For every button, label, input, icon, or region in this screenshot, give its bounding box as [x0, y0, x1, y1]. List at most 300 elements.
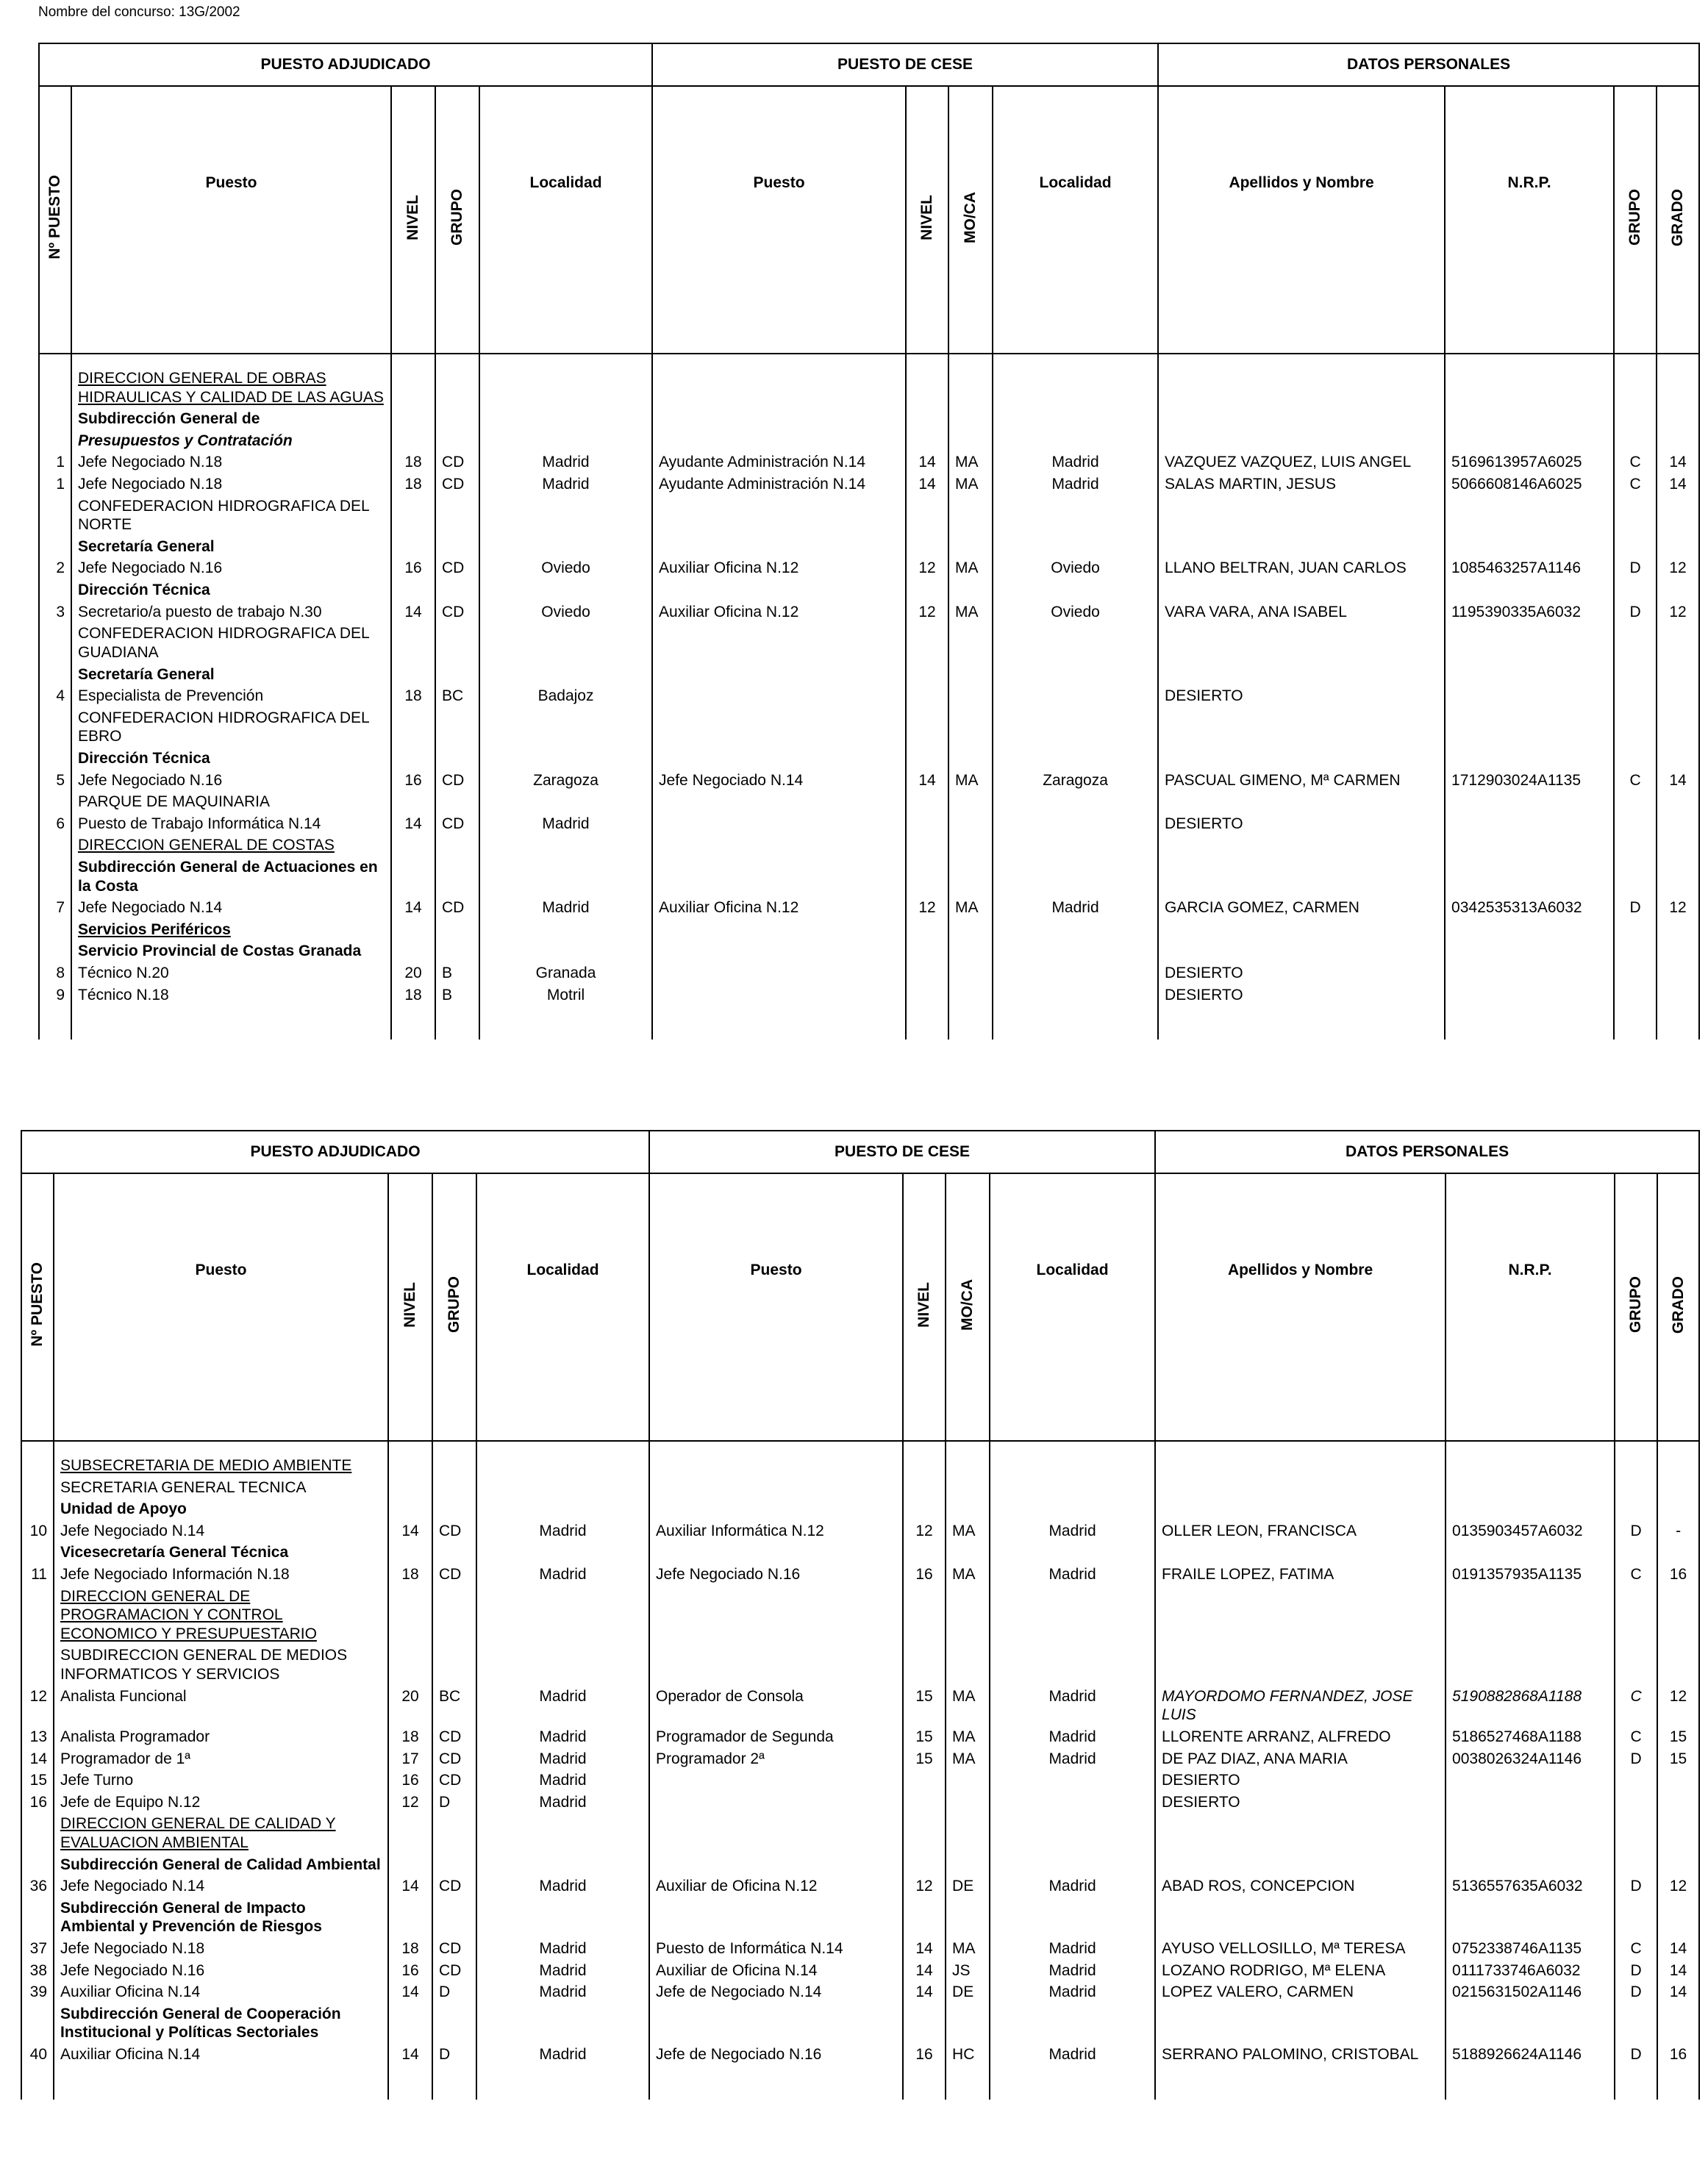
empty-cell — [649, 1897, 903, 1938]
cell-puesto: Jefe Negociado N.14 — [54, 1875, 388, 1897]
empty-cell — [906, 919, 948, 941]
empty-cell — [649, 2003, 903, 2044]
cell-num: 15 — [21, 1770, 54, 1792]
cell-cese-puesto: Puesto de Informática N.14 — [649, 1938, 903, 1960]
cell-num: 14 — [21, 1748, 54, 1770]
empty-cell — [391, 940, 435, 962]
cell-nombre: LLORENTE ARRANZ, ALFREDO — [1155, 1726, 1446, 1748]
cell-grado — [1657, 984, 1699, 1006]
empty-cell — [993, 354, 1158, 368]
empty-cell — [1614, 579, 1657, 601]
cell-grupo-p: D — [1615, 2044, 1657, 2066]
cell-nrp: 0342535313A6032 — [1445, 897, 1614, 919]
cell-cese-localidad: Madrid — [990, 1726, 1155, 1748]
empty-cell — [993, 748, 1158, 770]
cell-grado: 16 — [1657, 2044, 1699, 2066]
cell-cese-localidad: Madrid — [990, 1960, 1155, 1982]
empty-cell — [479, 579, 652, 601]
cell-puesto: Jefe Negociado N.16 — [54, 1960, 388, 1982]
cell-cese-localidad — [993, 813, 1158, 835]
cell-cese-puesto — [652, 813, 906, 835]
empty-cell — [1657, 834, 1699, 856]
cell-nrp: 5186527468A1188 — [1446, 1726, 1615, 1748]
empty-cell — [39, 707, 71, 748]
cell-nivel: 12 — [388, 1792, 432, 1814]
cell-puesto: Especialista de Prevención — [71, 685, 391, 707]
section-heading-row — [21, 1455, 1699, 1477]
cell-puesto: Técnico N.20 — [71, 962, 391, 984]
cell-nombre: LOZANO RODRIGO, Mª ELENA — [1155, 1960, 1446, 1982]
table-row — [21, 1938, 1699, 1960]
col-header-grupo-personal: GRUPO — [1615, 1173, 1657, 1441]
group-header-cese: PUESTO DE CESE — [652, 43, 1158, 86]
empty-cell — [479, 368, 652, 408]
empty-cell — [476, 1441, 649, 1455]
empty-cell — [1158, 919, 1445, 941]
assignment-table-2 — [21, 1130, 1700, 2100]
empty-cell — [906, 748, 948, 770]
empty-cell — [1158, 579, 1445, 601]
cell-nombre: DESIERTO — [1155, 1792, 1446, 1814]
empty-cell — [1155, 2066, 1446, 2100]
table-row — [21, 1520, 1699, 1542]
empty-cell — [990, 1477, 1155, 1499]
empty-cell — [946, 1498, 990, 1520]
cell-cese-localidad: Oviedo — [993, 557, 1158, 579]
empty-cell — [1445, 834, 1614, 856]
cell-grupo: CD — [435, 473, 479, 495]
section-heading: Subdirección General de Cooperación Institucional y Políticas Sectoriales — [54, 2003, 388, 2044]
empty-cell — [39, 940, 71, 962]
section-heading: CONFEDERACION HIDROGRAFICA DEL EBRO — [71, 707, 391, 748]
empty-cell — [1657, 579, 1699, 601]
empty-cell — [54, 1441, 388, 1455]
cell-puesto: Jefe Negociado N.16 — [71, 770, 391, 792]
empty-cell — [1445, 940, 1614, 962]
empty-cell — [1657, 1006, 1699, 1040]
group-header-adjudicado: PUESTO ADJUDICADO — [21, 1131, 649, 1173]
cell-grupo-p: D — [1614, 897, 1657, 919]
cell-cese-localidad: Madrid — [990, 1564, 1155, 1586]
empty-cell — [1657, 1542, 1699, 1564]
cell-localidad: Oviedo — [479, 601, 652, 623]
empty-cell — [1614, 430, 1657, 452]
empty-cell — [948, 536, 993, 558]
cell-grupo: CD — [432, 1520, 476, 1542]
empty-cell — [948, 834, 993, 856]
empty-cell — [1155, 1498, 1446, 1520]
cell-grado — [1657, 962, 1699, 984]
cell-nivel: 14 — [388, 2044, 432, 2066]
empty-cell — [1155, 2003, 1446, 2044]
cell-nombre: AYUSO VELLOSILLO, Mª TERESA — [1155, 1938, 1446, 1960]
empty-cell — [391, 919, 435, 941]
section-heading-row — [39, 940, 1699, 962]
table-row — [21, 1564, 1699, 1586]
section-heading: Subdirección General de Calidad Ambiental — [54, 1854, 388, 1876]
empty-cell — [1445, 408, 1614, 430]
cell-localidad: Madrid — [476, 1938, 649, 1960]
empty-cell — [1445, 368, 1614, 408]
cell-grupo: CD — [435, 897, 479, 919]
empty-cell — [1446, 1542, 1615, 1564]
empty-cell — [1446, 2003, 1615, 2044]
empty-cell — [432, 1498, 476, 1520]
cell-moca — [948, 813, 993, 835]
cell-nivel: 16 — [391, 770, 435, 792]
cell-cese-puesto: Auxiliar Oficina N.12 — [652, 557, 906, 579]
empty-cell — [946, 1645, 990, 1685]
empty-cell — [1657, 940, 1699, 962]
empty-cell — [21, 1897, 54, 1938]
cell-nombre: GARCIA GOMEZ, CARMEN — [1158, 897, 1445, 919]
cell-cese-nivel: 12 — [903, 1875, 946, 1897]
cell-grupo: D — [432, 1981, 476, 2003]
spacer-row — [21, 1441, 1699, 1455]
cell-grupo: CD — [432, 1875, 476, 1897]
cell-localidad: Madrid — [476, 1960, 649, 1982]
empty-cell — [1614, 408, 1657, 430]
empty-cell — [1657, 1854, 1699, 1876]
cell-cese-puesto: Jefe Negociado N.14 — [652, 770, 906, 792]
empty-cell — [1614, 354, 1657, 368]
cell-cese-puesto: Auxiliar Informática N.12 — [649, 1520, 903, 1542]
empty-cell — [479, 430, 652, 452]
empty-cell — [993, 408, 1158, 430]
empty-cell — [1657, 856, 1699, 897]
empty-cell — [391, 536, 435, 558]
cell-moca: DE — [946, 1981, 990, 2003]
group-header-datos: DATOS PERSONALES — [1155, 1131, 1699, 1173]
cell-localidad: Madrid — [479, 473, 652, 495]
empty-cell — [1158, 856, 1445, 897]
cell-grupo-p — [1614, 984, 1657, 1006]
cell-moca: MA — [948, 770, 993, 792]
contest-name-caption: Nombre del concurso: 13G/2002 — [38, 4, 240, 20]
empty-cell — [1445, 856, 1614, 897]
empty-cell — [39, 430, 71, 452]
empty-cell — [1657, 430, 1699, 452]
empty-cell — [649, 1498, 903, 1520]
empty-cell — [432, 1441, 476, 1455]
cell-grupo: BC — [435, 685, 479, 707]
cell-grupo: CD — [432, 1960, 476, 1982]
empty-cell — [903, 1498, 946, 1520]
empty-cell — [1158, 368, 1445, 408]
empty-cell — [476, 1897, 649, 1938]
empty-cell — [652, 579, 906, 601]
section-heading-row — [39, 368, 1699, 408]
empty-cell — [1615, 1854, 1657, 1876]
cell-cese-localidad: Madrid — [990, 1875, 1155, 1897]
section-heading-row — [21, 2003, 1699, 2044]
empty-cell — [1657, 536, 1699, 558]
col-header-puesto: Puesto — [71, 86, 391, 354]
empty-cell — [39, 536, 71, 558]
empty-cell — [649, 2066, 903, 2100]
empty-cell — [1614, 664, 1657, 686]
table-row — [21, 1726, 1699, 1748]
cell-nombre: DE PAZ DIAZ, ANA MARIA — [1155, 1748, 1446, 1770]
empty-cell — [21, 1645, 54, 1685]
empty-cell — [1158, 354, 1445, 368]
section-heading: Presupuestos y Contratación — [71, 430, 391, 452]
cell-nivel: 17 — [388, 1748, 432, 1770]
cell-num: 11 — [21, 1564, 54, 1586]
cell-cese-puesto: Programador 2ª — [649, 1748, 903, 1770]
empty-cell — [948, 748, 993, 770]
empty-cell — [435, 430, 479, 452]
tail-row — [39, 1006, 1699, 1040]
empty-cell — [388, 1897, 432, 1938]
group-header-cese: PUESTO DE CESE — [649, 1131, 1155, 1173]
empty-cell — [1445, 536, 1614, 558]
empty-cell — [903, 1645, 946, 1685]
cell-nombre: DESIERTO — [1158, 984, 1445, 1006]
cell-localidad: Madrid — [476, 1770, 649, 1792]
empty-cell — [903, 1455, 946, 1477]
cell-localidad: Madrid — [476, 1748, 649, 1770]
empty-cell — [946, 1542, 990, 1564]
cell-cese-puesto — [652, 962, 906, 984]
cell-cese-nivel: 12 — [906, 601, 948, 623]
cell-grado: 14 — [1657, 1938, 1699, 1960]
table-row — [21, 1960, 1699, 1982]
table-row — [21, 1981, 1699, 2003]
cell-nrp: 0752338746A1135 — [1446, 1938, 1615, 1960]
empty-cell — [906, 579, 948, 601]
empty-cell — [479, 408, 652, 430]
cell-cese-puesto: Auxiliar de Oficina N.12 — [649, 1875, 903, 1897]
cell-cese-localidad: Zaragoza — [993, 770, 1158, 792]
cell-num: 12 — [21, 1686, 54, 1726]
empty-cell — [39, 623, 71, 663]
section-heading-row — [39, 791, 1699, 813]
empty-cell — [388, 2003, 432, 2044]
cell-num: 16 — [21, 1792, 54, 1814]
section-heading-row — [21, 1645, 1699, 1685]
table-row — [21, 2044, 1699, 2066]
empty-cell — [39, 354, 71, 368]
empty-cell — [1446, 1498, 1615, 1520]
col-header-grado: GRADO — [1657, 86, 1699, 354]
empty-cell — [1446, 1854, 1615, 1876]
empty-cell — [435, 354, 479, 368]
cell-moca: MA — [946, 1564, 990, 1586]
empty-cell — [948, 940, 993, 962]
empty-cell — [993, 856, 1158, 897]
cell-nivel: 20 — [388, 1686, 432, 1726]
cell-moca — [948, 962, 993, 984]
section-heading: Subdirección General de — [71, 408, 391, 430]
section-heading-row — [39, 579, 1699, 601]
cell-nivel: 16 — [388, 1770, 432, 1792]
cell-grado: 12 — [1657, 1875, 1699, 1897]
empty-cell — [1158, 791, 1445, 813]
empty-cell — [946, 2066, 990, 2100]
empty-cell — [479, 940, 652, 962]
empty-cell — [948, 623, 993, 663]
cell-cese-nivel — [903, 1792, 946, 1814]
cell-cese-nivel — [903, 1770, 946, 1792]
empty-cell — [39, 368, 71, 408]
empty-cell — [993, 579, 1158, 601]
empty-cell — [1615, 1586, 1657, 1645]
section-heading: Servicios Periféricos — [71, 919, 391, 941]
empty-cell — [906, 791, 948, 813]
empty-cell — [435, 940, 479, 962]
cell-grado — [1657, 1770, 1699, 1792]
empty-cell — [649, 1645, 903, 1685]
empty-cell — [903, 1542, 946, 1564]
cell-cese-localidad: Madrid — [990, 1520, 1155, 1542]
cell-grado: 14 — [1657, 473, 1699, 495]
cell-grado: 14 — [1657, 1981, 1699, 2003]
empty-cell — [652, 940, 906, 962]
cell-num: 37 — [21, 1938, 54, 1960]
empty-cell — [1614, 495, 1657, 536]
empty-cell — [391, 623, 435, 663]
empty-cell — [21, 1477, 54, 1499]
empty-cell — [1446, 1441, 1615, 1455]
cell-nombre: LLANO BELTRAN, JUAN CARLOS — [1158, 557, 1445, 579]
cell-grupo: D — [432, 1792, 476, 1814]
cell-cese-localidad — [990, 1770, 1155, 1792]
empty-cell — [1158, 623, 1445, 663]
table-row — [39, 451, 1699, 473]
empty-cell — [946, 1897, 990, 1938]
empty-cell — [435, 919, 479, 941]
cell-moca: MA — [946, 1748, 990, 1770]
empty-cell — [1155, 1854, 1446, 1876]
cell-puesto: Secretario/a puesto de trabajo N.30 — [71, 601, 391, 623]
empty-cell — [1445, 354, 1614, 368]
empty-cell — [990, 2066, 1155, 2100]
section-heading-row — [39, 834, 1699, 856]
empty-cell — [990, 1897, 1155, 1938]
empty-cell — [479, 707, 652, 748]
empty-cell — [1446, 1813, 1615, 1853]
cell-nivel: 18 — [391, 685, 435, 707]
empty-cell — [435, 791, 479, 813]
empty-cell — [1158, 707, 1445, 748]
section-heading: Dirección Técnica — [71, 748, 391, 770]
cell-puesto: Auxiliar Oficina N.14 — [54, 1981, 388, 2003]
cell-nivel: 14 — [388, 1520, 432, 1542]
cell-cese-localidad: Oviedo — [993, 601, 1158, 623]
empty-cell — [39, 579, 71, 601]
col-header-nombre: Apellidos y Nombre — [1158, 86, 1445, 354]
empty-cell — [432, 1455, 476, 1477]
cell-grupo: CD — [432, 1748, 476, 1770]
empty-cell — [1445, 579, 1614, 601]
cell-puesto: Analista Funcional — [54, 1686, 388, 1726]
empty-cell — [435, 1006, 479, 1040]
empty-cell — [432, 1645, 476, 1685]
cell-grupo-p — [1614, 685, 1657, 707]
cell-grado: 14 — [1657, 770, 1699, 792]
col-header-cese-localidad: Localidad — [993, 86, 1158, 354]
cell-cese-puesto: Ayudante Administración N.14 — [652, 451, 906, 473]
empty-cell — [39, 1006, 71, 1040]
cell-grupo-p — [1614, 962, 1657, 984]
cell-localidad: Madrid — [476, 2044, 649, 2066]
col-header-cese-localidad: Localidad — [990, 1173, 1155, 1441]
table-row — [39, 601, 1699, 623]
section-heading: Servicio Provincial de Costas Granada — [71, 940, 391, 962]
cell-nombre: VARA VARA, ANA ISABEL — [1158, 601, 1445, 623]
empty-cell — [906, 495, 948, 536]
empty-cell — [946, 1441, 990, 1455]
empty-cell — [479, 623, 652, 663]
empty-cell — [906, 623, 948, 663]
empty-cell — [435, 664, 479, 686]
empty-cell — [476, 2066, 649, 2100]
cell-moca: MA — [948, 601, 993, 623]
empty-cell — [1445, 748, 1614, 770]
cell-nombre: ABAD ROS, CONCEPCION — [1155, 1875, 1446, 1897]
empty-cell — [993, 536, 1158, 558]
cell-nivel: 18 — [388, 1938, 432, 1960]
section-heading: SUBDIRECCION GENERAL DE MEDIOS INFORMATICOS Y SERVICIOS — [54, 1645, 388, 1685]
cell-num: 36 — [21, 1875, 54, 1897]
cell-cese-localidad: Madrid — [993, 473, 1158, 495]
cell-cese-nivel: 14 — [903, 1938, 946, 1960]
empty-cell — [435, 579, 479, 601]
section-heading-row — [39, 623, 1699, 663]
table-row — [39, 770, 1699, 792]
section-heading: Subdirección General de Actuaciones en la Costa — [71, 856, 391, 897]
empty-cell — [1614, 707, 1657, 748]
empty-cell — [906, 430, 948, 452]
empty-cell — [1446, 1645, 1615, 1685]
empty-cell — [948, 408, 993, 430]
cell-grupo-p: C — [1615, 1938, 1657, 1960]
assignment-table-1 — [38, 43, 1700, 1040]
empty-cell — [391, 791, 435, 813]
empty-cell — [652, 368, 906, 408]
col-header-localidad: Localidad — [479, 86, 652, 354]
empty-cell — [1445, 707, 1614, 748]
empty-cell — [39, 834, 71, 856]
empty-cell — [391, 495, 435, 536]
cell-grupo-p: D — [1614, 557, 1657, 579]
cell-cese-nivel: 14 — [903, 1960, 946, 1982]
empty-cell — [1614, 623, 1657, 663]
cell-puesto: Jefe Negociado N.18 — [71, 473, 391, 495]
empty-cell — [1657, 1477, 1699, 1499]
cell-puesto: Programador de 1ª — [54, 1748, 388, 1770]
empty-cell — [993, 664, 1158, 686]
empty-cell — [1657, 664, 1699, 686]
table-row — [39, 897, 1699, 919]
cell-grupo: CD — [435, 813, 479, 835]
empty-cell — [1445, 919, 1614, 941]
cell-cese-nivel: 15 — [903, 1686, 946, 1726]
empty-cell — [1614, 919, 1657, 941]
table-row — [39, 813, 1699, 835]
cell-grupo: B — [435, 962, 479, 984]
empty-cell — [476, 1455, 649, 1477]
empty-cell — [1657, 2066, 1699, 2100]
cell-localidad: Madrid — [479, 897, 652, 919]
table-row — [39, 557, 1699, 579]
empty-cell — [649, 1477, 903, 1499]
empty-cell — [479, 664, 652, 686]
empty-cell — [479, 919, 652, 941]
cell-puesto: Jefe Negociado N.18 — [71, 451, 391, 473]
cell-nombre: DESIERTO — [1158, 685, 1445, 707]
